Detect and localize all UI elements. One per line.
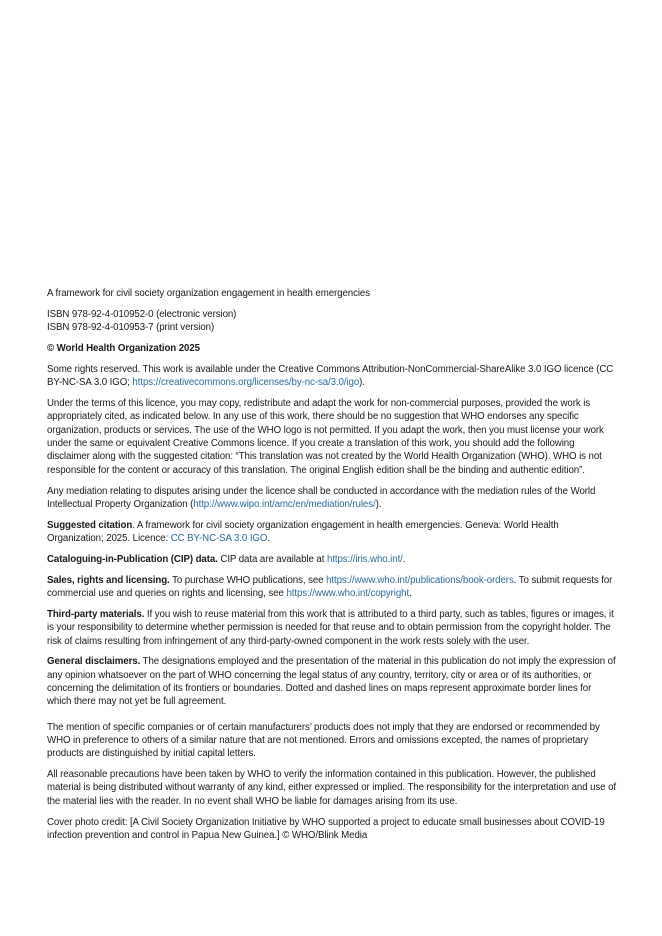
sales-text-2: . To submit requests for commercial use and queries on rights and licensing, see bbox=[47, 574, 613, 600]
citation-end: . bbox=[267, 533, 270, 545]
rights-paragraph bbox=[47, 363, 617, 390]
publication-title: A framework for civil society organization engagement in health emergencies bbox=[47, 288, 371, 299]
mediation-paragraph bbox=[47, 485, 617, 512]
isbn-print: ISBN 978-92-4-010953-7 (print version) bbox=[47, 322, 215, 334]
isbn-electronic: ISBN 978-92-4-010952-0 (electronic version) bbox=[47, 308, 237, 320]
citation-licence-link[interactable]: CC BY-NC-SA 3.0 IGO bbox=[170, 533, 268, 545]
mention-paragraph: The mention of specific companies or of certain manufacturers’ products does not imply that they are endorsed or recommended by WHO in preference to others of a similar nature that are not mentioned. Errors and omissions excepted, the names of proprietary products are distinguished by initial capital letters. bbox=[47, 721, 600, 760]
precautions-paragraph: All reasonable precautions have been taken by WHO to verify the information contained in this publication. However, the published material is being distributed without warranty of any kind, either expressed or implied. The responsibility for the interpretation and use of the material lies with the reader. In no event shall WHO be liable for damages arising from its use. bbox=[47, 769, 617, 807]
cc-licence-link[interactable]: https://creativecommons.org/licenses/by-nc-sa/3.0/igo bbox=[132, 377, 360, 389]
citation-paragraph bbox=[47, 519, 617, 546]
mediation-end: ). bbox=[375, 498, 382, 510]
imprint-block bbox=[47, 287, 617, 850]
cip-end: . bbox=[402, 553, 406, 565]
cip-text: CIP data are available at bbox=[217, 553, 327, 565]
cip-label: Cataloguing-in-Publication (CIP) data. bbox=[47, 553, 218, 565]
general-label: General disclaimers. bbox=[47, 656, 141, 668]
terms-paragraph: Under the terms of this licence, you may copy, redistribute and adapt the work for non-commercial purposes, provided the work is appropriately cited, as indicated below. In any use of this work, there should be no suggestion that WHO endorses any specific organization, products or services. The use of the WHO logo is not permitted. If you adapt the work, then you must license your work under the same or equivalent Creative Commons licence. If you create a translation of this work, you should add the following disclaimer along with the suggested citation: “This translation was not created by the World Health Organization (WHO). WHO is not responsible for the content or accuracy of this translation. The original English edition shall be the binding and authentic edition”. bbox=[47, 398, 604, 476]
sales-label: Sales, rights and licensing. bbox=[47, 574, 170, 586]
copyright-notice bbox=[47, 342, 617, 355]
sales-paragraph bbox=[47, 574, 617, 601]
citation-text: . A framework for civil society organization engagement in health emergencies. Geneva: World Health Organization; 2025. Licence: bbox=[47, 519, 559, 545]
citation-label: Suggested citation bbox=[47, 519, 133, 531]
sales-text-1: To purchase WHO publications, see bbox=[169, 574, 327, 586]
rights-text: Some rights reserved. This work is available under the Creative Commons Attribution-NonCommercial-ShareAlike 3.0 IGO licence (CC BY-NC-SA 3.0 IGO; bbox=[47, 363, 614, 389]
sales-end: . bbox=[409, 588, 412, 600]
iris-link[interactable]: https://iris.who.int/ bbox=[326, 553, 403, 565]
general-text: The designations employed and the presentation of the material in this publication do not imply the expression of any opinion whatsoever on the part of WHO concerning the legal status of any country, territory, city or area or of its authorities, or concerning the delimitation of its frontiers or boundaries. Dotted and dashed lines on maps represent approximate border lines for which there may not yet be full agreement. bbox=[47, 656, 616, 708]
third-party-label: Third-party materials. bbox=[47, 608, 145, 620]
mediation-text: Any mediation relating to disputes arising under the licence shall be conducted in accordance with the mediation rules of the World Intellectual Property Organization ( bbox=[47, 485, 596, 510]
third-party-paragraph bbox=[47, 608, 617, 648]
third-party-text: If you wish to reuse material from this work that is attributed to a third party, such as tables, figures or images, it is your responsibility to determine whether permission is needed for that reuse and to obtain permission from the copyright holder. The risk of claims resulting from infringement of any third-party-owned component in the work rests solely with the user. bbox=[47, 608, 614, 647]
book-orders-link[interactable]: https://www.who.int/publications/book-orders bbox=[326, 574, 514, 586]
rights-end: ). bbox=[359, 377, 365, 389]
cip-paragraph bbox=[47, 553, 617, 566]
cover-photo-credit: Cover photo credit: [A Civil Society Organization Initiative by WHO supported a project to educate small businesses about COVID-19 infection prevention and control in Papua New Guinea.] © WHO/Blink Media bbox=[47, 816, 605, 841]
copyright-text: © World Health Organization 2025 bbox=[47, 343, 200, 355]
wipo-link[interactable]: http://www.wipo.int/amc/en/mediation/rules/ bbox=[193, 498, 376, 510]
general-disclaimers-paragraph bbox=[47, 655, 617, 708]
copyright-link[interactable]: https://www.who.int/copyright bbox=[286, 588, 410, 600]
